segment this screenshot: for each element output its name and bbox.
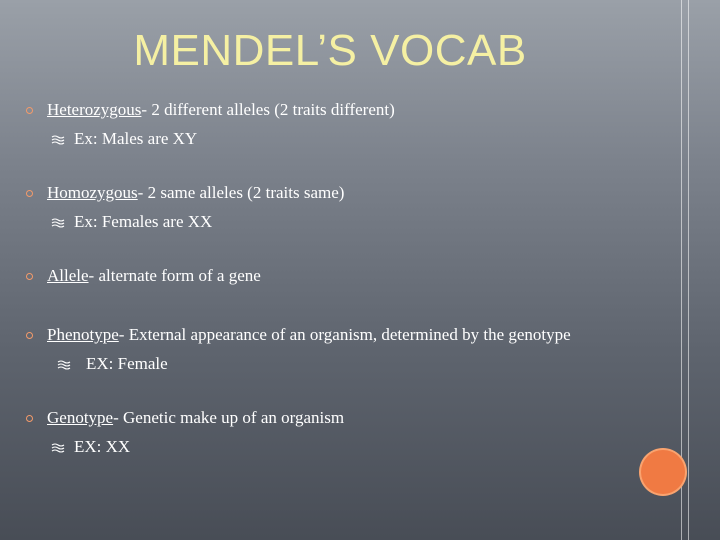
- wavy-bullet-icon: [57, 360, 71, 370]
- example-text: Ex: Females are XX: [74, 212, 213, 231]
- vocab-term: Allele: [47, 266, 89, 285]
- slide-title: MENDEL’S VOCAB: [133, 26, 527, 75]
- vocab-item-homozygous: [22, 181, 662, 234]
- wavy-bullet-icon: [51, 135, 65, 145]
- vocab-example: [57, 352, 662, 376]
- vocab-definition: - Genetic make up of an organism: [113, 408, 345, 427]
- vocab-item-genotype: [22, 406, 662, 459]
- circle-bullet-icon: [26, 190, 33, 197]
- vocab-definition: - 2 same alleles (2 traits same): [137, 183, 345, 202]
- vocab-example: [51, 210, 662, 234]
- example-text: EX: XX: [74, 437, 131, 456]
- vocab-term: Genotype: [47, 408, 114, 427]
- accent-circle: [641, 450, 685, 494]
- vocab-term: Homozygous: [47, 183, 138, 202]
- wavy-bullet-icon: [51, 443, 65, 453]
- vocab-item-heterozygous: [22, 98, 662, 151]
- example-text: EX: Female: [86, 354, 168, 373]
- wavy-bullet-icon: [51, 218, 65, 228]
- vocab-term: Heterozygous: [47, 100, 142, 119]
- circle-bullet-icon: [26, 415, 33, 422]
- vocab-definition: - External appearance of an organism, determined by the genotype: [118, 325, 571, 344]
- frame-line-right: [688, 0, 689, 540]
- circle-bullet-icon: [26, 107, 33, 114]
- circle-bullet-icon: [26, 332, 33, 339]
- vocab-definition: - alternate form of a gene: [88, 266, 261, 285]
- vocab-list: [22, 98, 662, 459]
- vocab-item-phenotype: [22, 323, 662, 376]
- vocab-term: Phenotype: [47, 325, 119, 344]
- vocab-example: [51, 435, 662, 459]
- vocab-item-allele: [22, 264, 662, 288]
- circle-bullet-icon: [26, 273, 33, 280]
- vocab-definition: - 2 different alleles (2 traits different): [141, 100, 395, 119]
- example-text: Ex: Males are XY: [74, 129, 198, 148]
- vocab-example: [51, 127, 662, 151]
